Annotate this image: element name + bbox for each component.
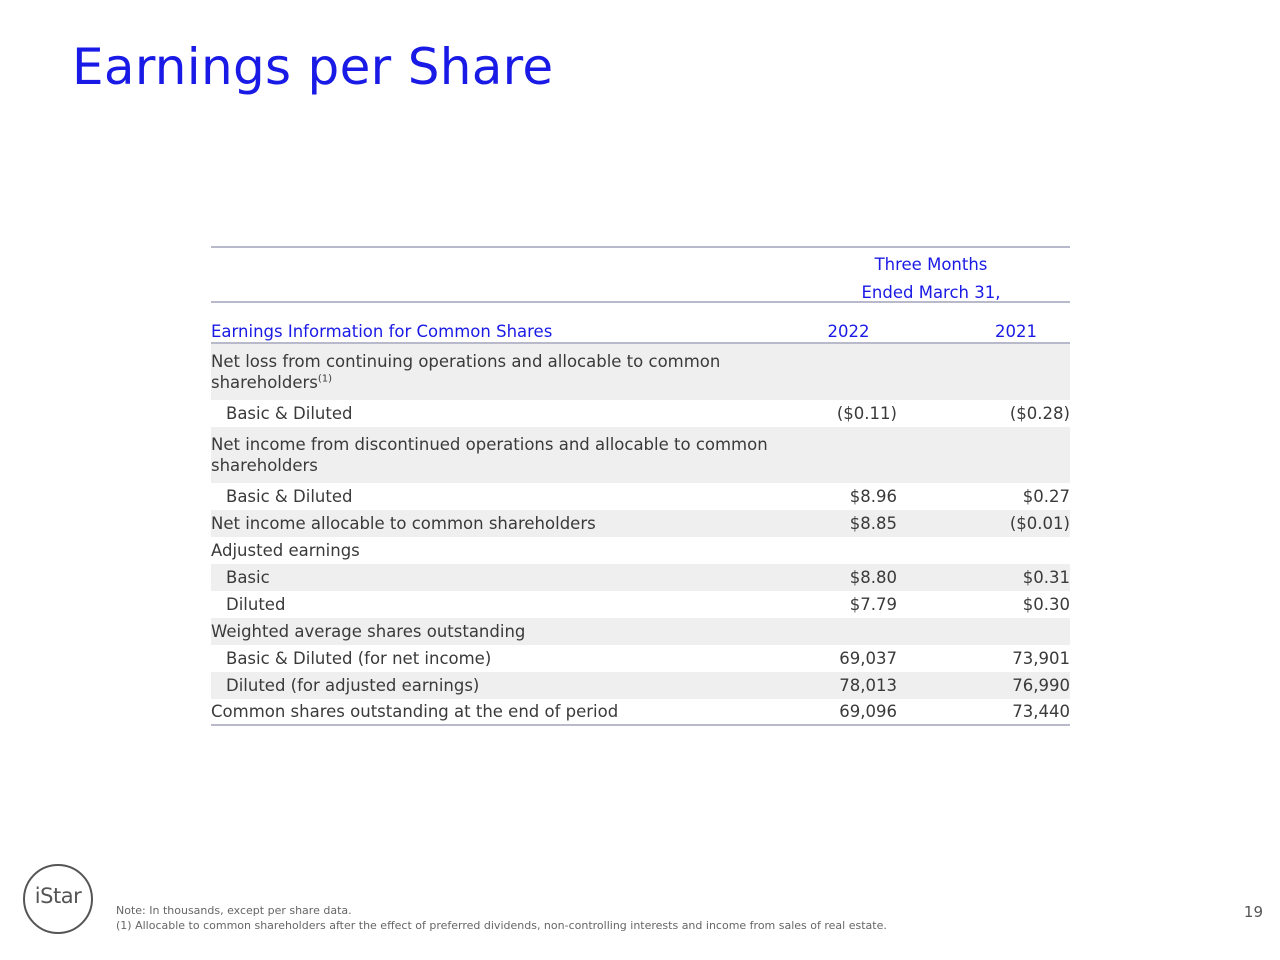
period-header: [211, 246, 1070, 303]
table-row: [211, 400, 1070, 427]
istar-logo: [23, 864, 93, 934]
row-label: Basic & Diluted: [226, 487, 353, 506]
footnotes: [116, 903, 887, 933]
section-header: Earnings Information for Common Shares: [211, 322, 553, 341]
value-2021: 76,990: [1012, 676, 1070, 695]
value-2021: $0.30: [1022, 595, 1070, 614]
logo-text: iStar: [34, 884, 82, 908]
row-label: Basic & Diluted (for net income): [226, 649, 492, 668]
value-2021: $0.31: [1022, 568, 1070, 587]
value-2021: 73,901: [1012, 649, 1070, 668]
table-row: [211, 537, 1070, 564]
table-row: [211, 427, 1070, 483]
footnote-marker: (1): [317, 373, 333, 385]
row-label: Diluted (for adjusted earnings): [226, 676, 480, 695]
table-row: [211, 672, 1070, 699]
value-2022: $8.96: [849, 487, 897, 506]
footnote-line: (1) Allocable to common shareholders after the effect of preferred dividends, non-controlling interests and income from sales of real estate.: [116, 919, 887, 932]
table-row: [211, 564, 1070, 591]
period-header-line1: Three Months: [874, 255, 988, 274]
table-row: [211, 618, 1070, 645]
value-2022: ($0.11): [836, 404, 897, 423]
column-header-2022: 2022: [827, 322, 870, 341]
row-label: Weighted average shares outstanding: [211, 622, 526, 641]
row-label: Net income allocable to common shareholders: [211, 514, 596, 533]
table-row: [211, 699, 1070, 726]
row-label: Net loss from continuing operations and allocable to common shareholders$^{(1)}$: [211, 352, 721, 392]
value-2021: ($0.01): [1009, 514, 1070, 533]
value-2021: $0.27: [1022, 487, 1070, 506]
page-title: Earnings per Share: [72, 38, 554, 96]
table-row: [211, 510, 1070, 537]
value-2022: 69,037: [839, 649, 897, 668]
value-2022: $8.80: [849, 568, 897, 587]
value-2021: 73,440: [1012, 702, 1070, 721]
period-header-line2: Ended March 31,: [861, 283, 1001, 302]
table-row: [211, 591, 1070, 618]
table-row: [211, 344, 1070, 400]
row-label: Basic & Diluted: [226, 404, 353, 423]
column-header-row: [211, 303, 1070, 344]
column-header-2021: 2021: [995, 322, 1037, 341]
row-label: Adjusted earnings: [211, 541, 360, 560]
value-2022: 78,013: [839, 676, 897, 695]
value-2021: ($0.28): [1009, 404, 1070, 423]
value-2022: $7.79: [849, 595, 897, 614]
page-number: 19: [1243, 903, 1263, 921]
note-line: Note: In thousands, except per share data.: [116, 904, 352, 917]
table-row: [211, 483, 1070, 510]
eps-table: [211, 246, 1070, 726]
row-label: Common shares outstanding at the end of period: [211, 702, 619, 721]
table-row: [211, 645, 1070, 672]
row-label: Net income from discontinued operations and allocable to common shareholders: [211, 435, 768, 475]
row-label: Diluted: [226, 595, 286, 614]
row-label: Basic: [226, 568, 270, 587]
value-2022: $8.85: [849, 514, 897, 533]
value-2022: 69,096: [839, 702, 897, 721]
